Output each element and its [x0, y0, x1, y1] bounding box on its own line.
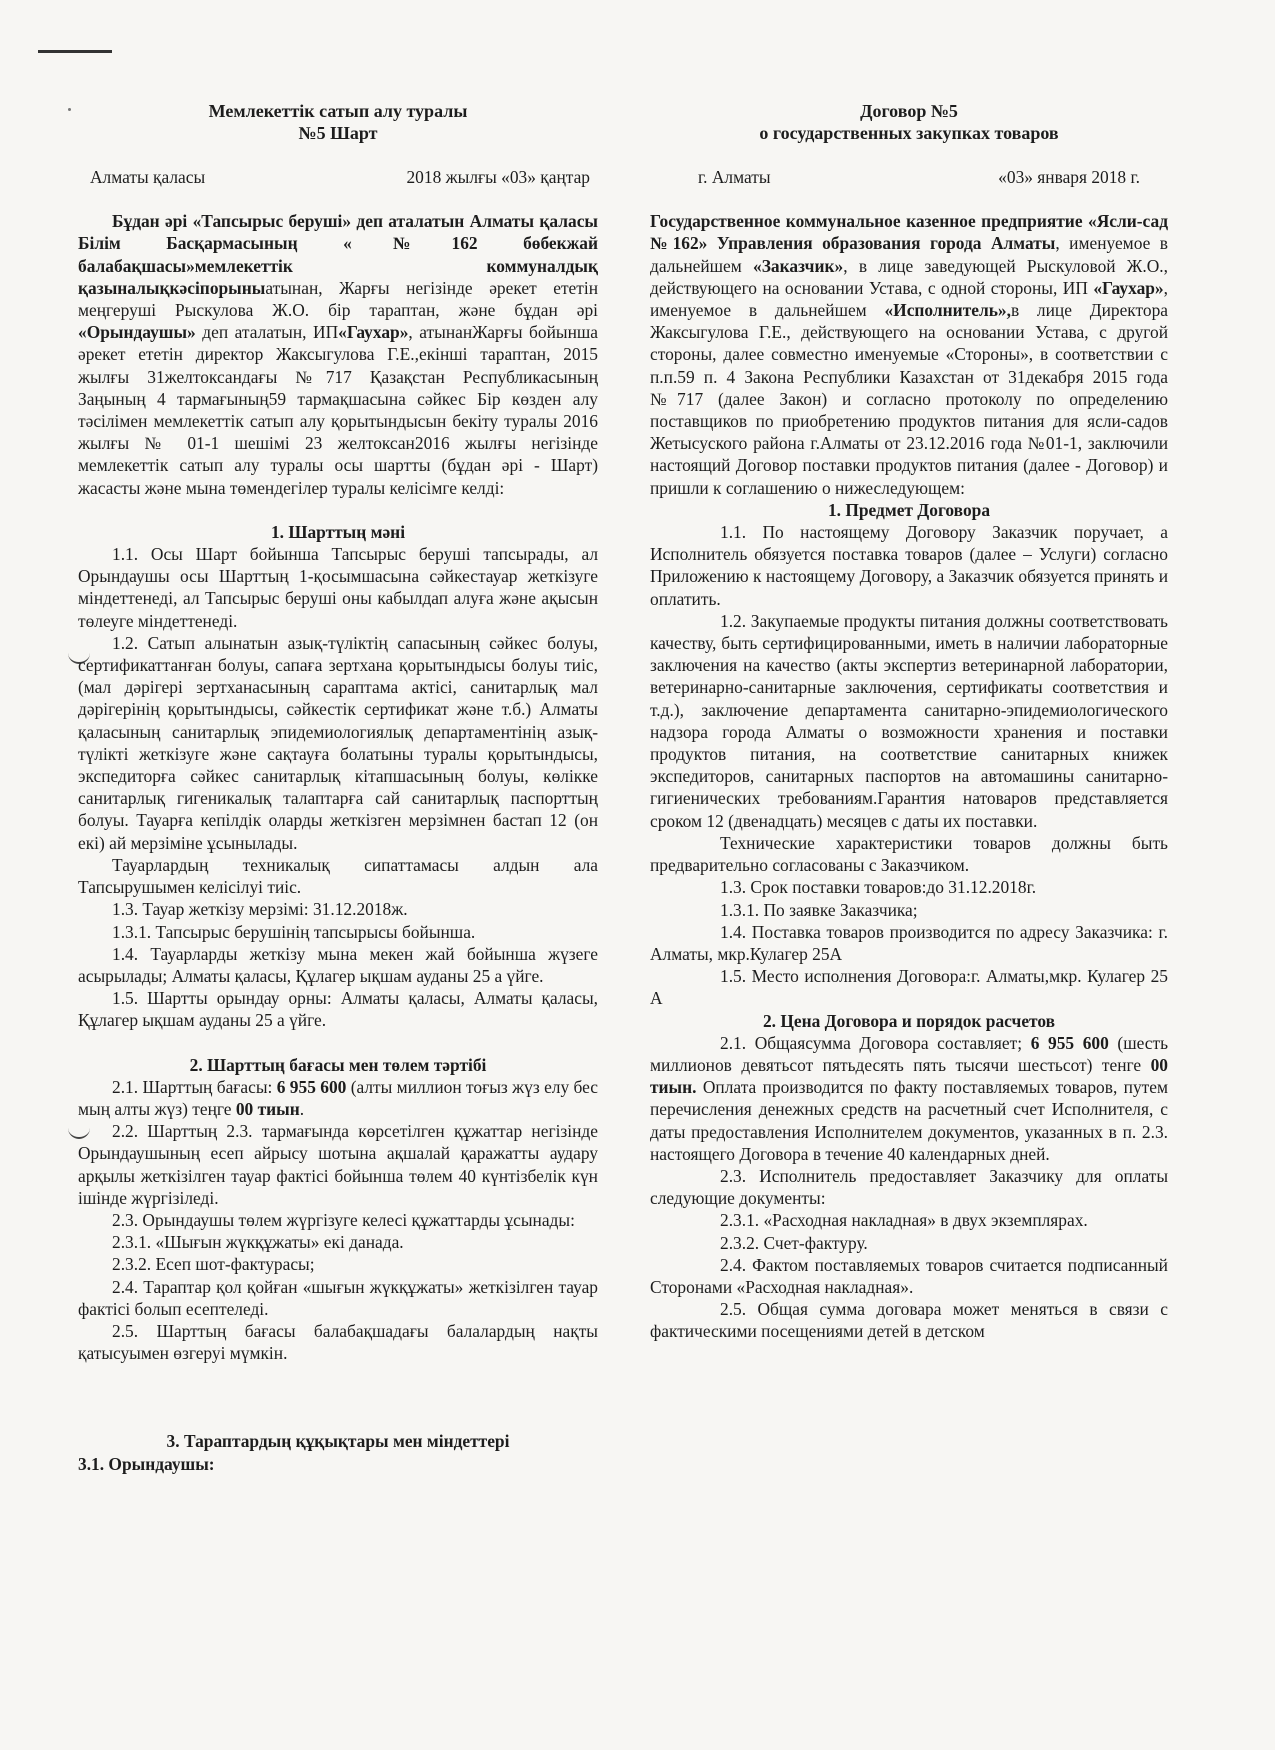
subsection-heading: 3.1. Орындаушы: [78, 1453, 215, 1474]
clause: Тауарлардың техникалық сипаттамасы алдын ала Тапсырушымен келісілуі тиіс. [78, 854, 598, 898]
section-heading: 2. Цена Договора и порядок расчетов [762, 1010, 1056, 1031]
clause: 2.3.1. «Расходная накладная» в двух экземплярах. [720, 1210, 1088, 1231]
clause: 2.3.1. «Шығын жүкқұжаты» екі данада. [112, 1232, 404, 1253]
date: 2018 жылғы «03» қаңтар [406, 167, 590, 187]
section-heading: 1. Шарттың мәні [270, 521, 406, 542]
city: г. Алматы [698, 167, 771, 187]
section-heading: 3. Тараптардың құқықтары мен міндеттері [166, 1431, 510, 1452]
title-line-2: №5 Шарт [298, 123, 378, 143]
section-heading: 2. Шарттың бағасы мен төлем тәртібі [189, 1054, 487, 1075]
scan-mark [38, 50, 112, 53]
clause: 1.2. Сатып алынатын азық-түліктің сапасының сәйкес болуы, сертификаттанған болуы, сапаға зертхана қорытындысы болуы тиіс, (мал дәрігері зертханасының сараптама актісі, санитарлық мал дәрігерінің қорытындысы, сәйкестік сертификат және т.б.) Алматы қаласының санитарлық эпидемиологиялық департаментінің азық-түлікті жеткізуге және сақтауға болатыны туралы қорытындысы, экспедиторға сәйкес санитарлық кітапшасының болуы, көлікке санитарлық гигеникалық талаптарға сай санитарлық паспорттың болуы. Тауарға кепілдік оларды жеткізген мерзімнен бастап 12 (он екі) ай мерзіміне ұсынылады. [78, 632, 598, 853]
preamble: Бұдан әрі «Тапсырыс беруші» деп аталатын Алматы қаласы Білім Басқармасының «№162 бөбекжай балабақшасы»мемлекеттік коммуналдық қазыналықкәсіпорыныатынан, Жарғы негізінде әрекет ететін меңгеруші Рыскулова Ж.О. бір тараптан, және бұдан әрі «Орындаушы» деп аталатын, ИП«Гаухар», атынанЖарғы бойынша әрекет ететін директор Жаксыгулова Г.Е.,екінші тараптан, 2015 жылғы 31желтоксандағы №717 Қазақстан Республикасының Заңының 4 тармағының59 тармақшасына сәйкес Бір көзден алу тәсілімен мемлекеттік сатып алу қорытындысын бекіту туралы 2016 жылғы № 01-1 шешімі 23 желтоксан2016 жылғы негізінде мемлекеттік сатып алу туралы осы шартты (бұдан әрі - Шарт) жасасты және мына төмендегілер туралы келісімге келді: [78, 211, 599, 498]
city: Алматы қаласы [90, 167, 206, 187]
preamble: Государственное коммунальное казенное предприятие «Ясли-сад №162» Управления образования города Алматы, именуемое в дальнейшем «Заказчик», в лице заведующей Рыскуловой Ж.О., действующего на основании Устава, с одной стороны, ИП «Гаухар», именуемое в дальнейшем «Исполнитель»,в лице Директора Жаксыгулова Г.Е., действующего на основании Устава, с другой стороны, далее совместно именуемые «Стороны», в соответствии с п.п.59 п. 4 Закона Республики Казахстан от 31декабря 2015 года №717 (далее Закон) и согласно протоколу по определению поставщиков по приобретению продуктов питания для ясли-садов Жетысуского района г.Алматы от 23.12.2016 года №01-1, заключили настоящий Договор поставки продуктов питания (далее - Договор) и пришли к соглашению о нижеследующем: [650, 211, 1169, 498]
clause: 1.5. Место исполнения Договора:г. Алматы,мкр. Кулагер 25 А [650, 966, 1168, 1009]
clause: 2.5. Общая сумма договара может меняться в связи с фактическими посещениями детей в детском [650, 1299, 1168, 1342]
clause: 2.1. Шарттың бағасы: 6 955 600 (алты миллион тоғыз жүз елу бес мың алты жүз) теңге 00 тиын. [78, 1076, 599, 1119]
kazakh-column [78, 100, 598, 1475]
section-heading: 1. Предмет Договора [827, 499, 991, 520]
title-line-1: Договор №5 [860, 101, 958, 121]
clause: 2.3.2. Счет-фактуру. [720, 1232, 868, 1253]
clause: 1.1. Осы Шарт бойынша Тапсырыс беруші тапсырады, ал Орындаушы осы Шарттың 1-қосымшасына сәйкестауар жеткізуге міндеттенеді, ал Тапсырыс беруші оны кабылдап алуға және ақысын төлеуге міндеттенеді. [78, 544, 598, 631]
place-date-line [78, 166, 598, 188]
title-line-1: Мемлекеттік сатып алу туралы [208, 101, 468, 121]
scan-dot [68, 108, 71, 111]
clause: 1.2. Закупаемые продукты питания должны соответствовать качеству, быть сертифицированными, иметь в наличии лабораторные заключения на качество (акты экспертиз ветеринарной лаборатории, ветеринарно-санитарные заключения, сертификаты соответствия и т.д.), заключение департамента санитарно-эпидемиологического надзора города Алматы о возможности хранения и поставки продуктов питания, на соответствие санитарных книжек экспедиторов, санитарных паспортов на автомашины санитарно-гигиенических требованиям.Гарантия натоваров представляется сроком 12 (двенадцать) месяцев с даты их поставки. [650, 610, 1168, 831]
clause: 1.4. Тауарларды жеткізу мына мекен жай бойынша жүзеге асырылады; Алматы қаласы, Құлагер ықшам ауданы 25 а үйге. [78, 943, 598, 986]
clause: 1.3.1. По заявке Заказчика; [720, 899, 918, 920]
clause: 2.3.2. Есеп шот-фактурасы; [112, 1254, 315, 1275]
clause: 1.3. Срок поставки товаров:до 31.12.2018г. [720, 877, 1037, 898]
clause: 2.4. Тараптар қол қойған «шығын жүкқұжаты» жеткізілген тауар фактісі болып есептеледі. [78, 1276, 598, 1319]
clause: 1.1. По настоящему Договору Заказчик поручает, а Исполнитель обязуется поставка товаров (далее – Услуги) согласно Приложению к настоящему Договору, а Заказчик обязуется принять и оплатить. [650, 522, 1168, 609]
date: «03» января 2018 г. [998, 167, 1140, 187]
clause: 1.3.1. Тапсырыс берушінің тапсырысы бойынша. [112, 921, 476, 942]
clause: 1.5. Шартты орындау орны: Алматы қаласы, Алматы қаласы, Құлагер ықшам ауданы 25 а үйге. [78, 988, 598, 1031]
russian-column [650, 100, 1168, 1343]
clause: 1.4. Поставка товаров производится по адресу Заказчика: г. Алматы, мкр.Кулагер 25А [650, 921, 1168, 964]
clause: 1.3. Тауар жеткізу мерзімі: 31.12.2018ж. [112, 899, 408, 920]
clause: 2.4. Фактом поставляемых товаров считается подписанный Сторонами «Расходная накладная». [650, 1254, 1168, 1297]
place-date-line [650, 166, 1168, 188]
clause: 2.3. Исполнитель предоставляет Заказчику для оплаты следующие документы: [650, 1165, 1168, 1209]
clause: Технические характеристики товаров должны быть предварительно согласованы с Заказчиком. [650, 832, 1168, 876]
clause: 2.1. Общаясумма Договора составляет; 6 955 600 (шесть миллионов девятьсот пятьдесять пять тысячи шестьсот) тенге 00 тиын. Оплата производится по факту поставляемых товаров, путем перечисления денежных средств на расчетный счет Исполнителя, с даты предоставления Исполнителем документов, указанных в п. 2.3. настоящего Договора в течение 40 календарных дней. [650, 1032, 1169, 1164]
title-line-2: о государственных закупках товаров [759, 123, 1059, 143]
clause: 2.5. Шарттың бағасы балабақшадағы балалардың нақты қатысуымен өзгеруі мүмкін. [78, 1320, 598, 1364]
clause: 2.3. Орындаушы төлем жүргізуге келесі құжаттарды ұсынады: [112, 1209, 575, 1230]
clause: 2.2. Шарттың 2.3. тармағында көрсетілген құжаттар негізінде Орындаушының есеп айрысу шотына ақшалай қаражатты аудару арқылы жеткізілген тауар фактісі бойынша төлем 40 күнтізбелік күн ішінде жүргізіледі. [78, 1121, 598, 1208]
